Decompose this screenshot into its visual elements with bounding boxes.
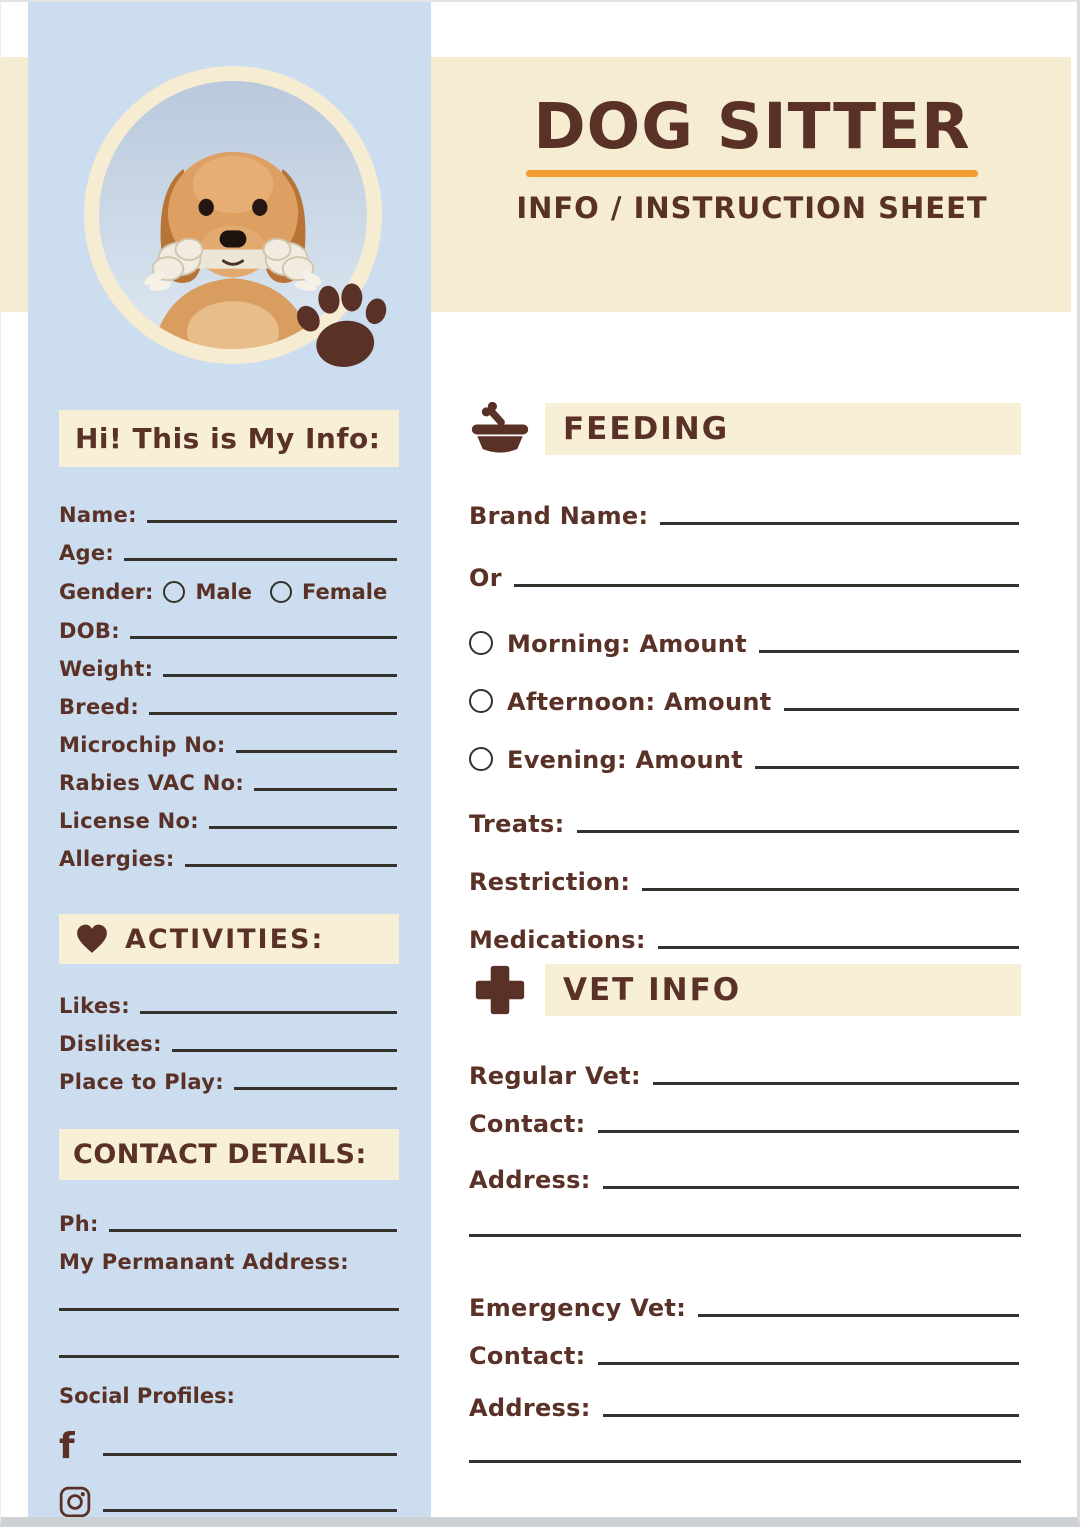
microchip-line[interactable]: [236, 750, 397, 753]
medications-label: Medications:: [469, 926, 646, 954]
contact-details-section: [59, 1129, 399, 1518]
permanent-address-row: [59, 1250, 399, 1274]
weight-line[interactable]: [163, 674, 397, 677]
allergies-row: [59, 847, 399, 871]
emergency-contact-label: Contact:: [469, 1342, 586, 1370]
dog-bowl-icon: [470, 402, 530, 456]
regular-address-line[interactable]: [603, 1186, 1019, 1189]
age-row: [59, 541, 399, 565]
treats-row: [469, 808, 1021, 838]
age-line[interactable]: [124, 558, 397, 561]
breed-label: Breed:: [59, 695, 140, 719]
license-label: License No:: [59, 809, 199, 833]
brand-or-label: Or: [469, 564, 502, 592]
brand-or-row: [469, 562, 1021, 592]
title-underline: [526, 170, 978, 177]
activities-section: [59, 914, 399, 1108]
emergency-address-row: [469, 1392, 1021, 1422]
place-to-play-label: Place to Play:: [59, 1070, 224, 1094]
male-radio[interactable]: [163, 581, 185, 603]
medications-row: [469, 924, 1021, 954]
permanent-address-line-1[interactable]: [59, 1308, 399, 1311]
regular-vet-line[interactable]: [653, 1082, 1019, 1085]
my-info-section: [59, 410, 399, 885]
female-radio[interactable]: [270, 581, 292, 603]
place-to-play-line[interactable]: [234, 1087, 397, 1090]
contact-heading: CONTACT DETAILS:: [59, 1129, 399, 1180]
regular-vet-row: [469, 1060, 1021, 1090]
instagram-row: [59, 1486, 399, 1518]
facebook-row: [59, 1426, 399, 1467]
instagram-icon: [59, 1486, 91, 1518]
female-label: Female: [301, 580, 388, 604]
page-subtitle: INFO / INSTRUCTION SHEET: [516, 191, 988, 226]
feeding-section: [469, 402, 1021, 954]
evening-radio[interactable]: [469, 747, 493, 771]
regular-vet-label: Regular Vet:: [469, 1062, 641, 1090]
emergency-contact-line[interactable]: [598, 1362, 1019, 1365]
restriction-row: [469, 866, 1021, 896]
paw-print-icon: [287, 274, 399, 383]
evening-label: Evening: Amount: [507, 746, 744, 774]
medical-cross-icon: [474, 964, 526, 1016]
breed-line[interactable]: [149, 712, 397, 715]
dislikes-label: Dislikes:: [59, 1032, 162, 1056]
brand-name-label: Brand Name:: [469, 502, 649, 530]
place-to-play-row: [59, 1070, 399, 1094]
morning-row: [469, 628, 1021, 658]
dislikes-row: [59, 1032, 399, 1056]
regular-contact-row: [469, 1108, 1021, 1138]
microchip-label: Microchip No:: [59, 733, 226, 757]
emergency-address-line[interactable]: [603, 1414, 1019, 1417]
evening-amount-line[interactable]: [755, 766, 1019, 769]
treats-line[interactable]: [577, 830, 1020, 833]
license-row: [59, 809, 399, 833]
medications-line[interactable]: [658, 946, 1019, 949]
afternoon-amount-line[interactable]: [784, 708, 1019, 711]
restriction-line[interactable]: [642, 888, 1019, 891]
name-line[interactable]: [147, 520, 397, 523]
brand-name-line[interactable]: [660, 522, 1019, 525]
age-label: Age:: [59, 541, 115, 565]
weight-row: [59, 657, 399, 681]
morning-amount-line[interactable]: [759, 650, 1019, 653]
morning-radio[interactable]: [469, 631, 493, 655]
phone-row: [59, 1212, 399, 1236]
permanent-address-line-2[interactable]: [59, 1355, 399, 1358]
emergency-contact-row: [469, 1340, 1021, 1370]
feeding-heading: FEEDING: [545, 403, 1021, 455]
rabies-line[interactable]: [254, 788, 397, 791]
gender-label: Gender:: [59, 580, 154, 604]
emergency-vet-row: [469, 1292, 1021, 1322]
brand-or-line[interactable]: [514, 584, 1019, 587]
header: [433, 90, 1071, 226]
emergency-vet-line[interactable]: [698, 1314, 1019, 1317]
emergency-address-line-2[interactable]: [469, 1460, 1021, 1463]
phone-line[interactable]: [109, 1229, 397, 1232]
emergency-address-label: Address:: [469, 1394, 591, 1422]
activities-heading-bar: [59, 914, 399, 964]
rabies-row: [59, 771, 399, 795]
morning-label: Morning: Amount: [507, 630, 747, 658]
microchip-row: [59, 733, 399, 757]
afternoon-row: [469, 686, 1021, 716]
regular-address-line-2[interactable]: [469, 1234, 1021, 1237]
permanent-address-label: My Permanant Address:: [59, 1250, 349, 1274]
name-row: [59, 503, 399, 527]
vet-info-heading: VET INFO: [545, 964, 1021, 1016]
allergies-label: Allergies:: [59, 847, 175, 871]
brand-name-row: [469, 500, 1021, 530]
vet-info-section: [469, 964, 1021, 1463]
instagram-line[interactable]: [103, 1509, 397, 1512]
heart-icon: [75, 923, 109, 955]
facebook-line[interactable]: [103, 1453, 397, 1456]
dislikes-line[interactable]: [172, 1049, 397, 1052]
regular-contact-label: Contact:: [469, 1110, 586, 1138]
page-title: DOG SITTER: [533, 90, 971, 163]
male-label: Male: [195, 580, 252, 604]
dob-row: [59, 619, 399, 643]
regular-address-row: [469, 1164, 1021, 1194]
phone-label: Ph:: [59, 1212, 99, 1236]
my-info-heading: Hi! This is My Info:: [59, 410, 399, 467]
evening-row: [469, 744, 1021, 774]
breed-row: [59, 695, 399, 719]
social-profiles-label: Social Profiles:: [59, 1384, 235, 1408]
restriction-label: Restriction:: [469, 868, 631, 896]
allergies-line[interactable]: [185, 864, 397, 867]
activities-heading: ACTIVITIES:: [125, 923, 325, 955]
dob-line[interactable]: [130, 636, 397, 639]
regular-address-label: Address:: [469, 1166, 591, 1194]
likes-row: [59, 994, 399, 1018]
dob-label: DOB:: [59, 619, 120, 643]
weight-label: Weight:: [59, 657, 154, 681]
regular-contact-line[interactable]: [598, 1130, 1019, 1133]
gender-row: [59, 579, 399, 605]
facebook-icon: f: [59, 1426, 75, 1467]
afternoon-label: Afternoon: Amount: [507, 688, 772, 716]
license-line[interactable]: [209, 826, 397, 829]
afternoon-radio[interactable]: [469, 689, 493, 713]
likes-line[interactable]: [140, 1011, 397, 1014]
name-label: Name:: [59, 503, 137, 527]
likes-label: Likes:: [59, 994, 130, 1018]
treats-label: Treats:: [469, 810, 565, 838]
emergency-vet-label: Emergency Vet:: [469, 1294, 687, 1322]
rabies-label: Rabies VAC No:: [59, 771, 245, 795]
